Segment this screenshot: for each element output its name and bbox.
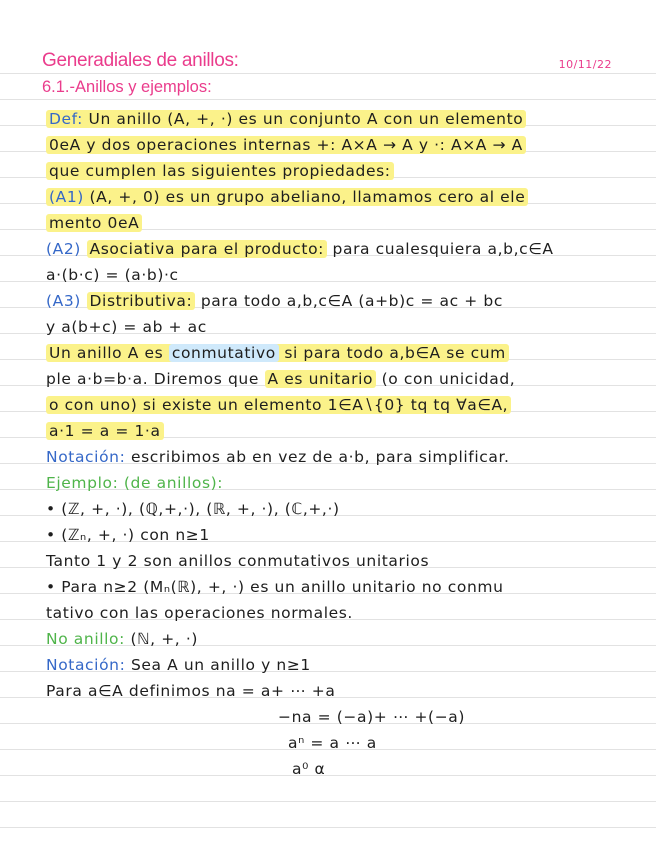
examples-heading: Ejemplo: (de anillos): — [46, 474, 224, 492]
note-line-11 — [46, 368, 616, 390]
def-label: Def: — [49, 110, 83, 128]
note-line-13 — [46, 420, 616, 442]
note-line-10 — [46, 342, 616, 364]
axiom-a1-text: (A, +, 0) es un grupo abeliano, llamamos cero al ele — [89, 188, 526, 206]
note-line-1 — [46, 108, 616, 130]
notation-2-text: Sea A un anillo y n≥1 — [130, 656, 311, 674]
note-line-5 — [46, 212, 616, 234]
negative-multiple: −na = (−a)+ ⋯ +(−a) — [278, 708, 466, 726]
note-line-23 — [46, 680, 616, 702]
note-line-7 — [46, 264, 616, 286]
note-line-14 — [46, 446, 616, 468]
commutative-text-a: Un anillo A es — [49, 344, 164, 362]
note-line-21 — [46, 628, 616, 650]
note-line-8 — [46, 290, 616, 312]
power-definition: aⁿ = a ⋯ a — [288, 734, 377, 752]
unitary-text-a: ple a·b=b·a. Diremos que — [46, 370, 259, 388]
notation-label: Notación: — [46, 448, 126, 466]
unitary-text-2: o con uno) si existe un elemento 1∈A∖{0} tq tq ∀a∈A, — [46, 396, 511, 414]
multiple-definition: Para a∈A definimos na = a+ ⋯ +a — [46, 682, 336, 700]
non-ring-example: (ℕ, +, ·) — [130, 630, 199, 648]
unitary-text-c: (o con unicidad, — [381, 370, 516, 388]
unitary-term: A es unitario — [265, 370, 377, 388]
def-text: Un anillo (A, +, ·) es un conjunto A con un elemento — [88, 110, 524, 128]
example-3: • Para n≥2 (Mₙ(ℝ), +, ·) es un anillo unitario no conmu — [46, 578, 504, 596]
note-line-24 — [278, 706, 616, 728]
axiom-a2-text: para cualesquiera a,b,c∈A — [332, 240, 554, 258]
page-title: Generadiales de anillos: — [42, 50, 239, 71]
axiom-a1-label: (A1) — [49, 188, 84, 206]
example-3-cont: tativo con las operaciones normales. — [46, 604, 353, 622]
example-note: Tanto 1 y 2 son anillos conmutativos unitarios — [46, 552, 430, 570]
note-line-15 — [46, 472, 616, 494]
note-line-6 — [46, 238, 616, 260]
note-line-25 — [288, 732, 616, 754]
note-line-4 — [46, 186, 616, 208]
example-2: • (ℤₙ, +, ·) con n≥1 — [46, 526, 210, 544]
axiom-a1-text-2: mento 0eA — [46, 214, 142, 232]
note-line-18 — [46, 550, 616, 572]
commutative-text-c: si para todo a,b∈A se cum — [284, 344, 506, 362]
note-line-20 — [46, 602, 616, 624]
power-zero: a⁰ α — [292, 760, 326, 778]
axiom-a3-term: Distributiva: — [87, 292, 196, 310]
section-title: 6.1.-Anillos y ejemplos: — [42, 78, 212, 96]
note-line-2 — [46, 134, 616, 156]
commutative-term: conmutativo — [169, 344, 279, 362]
note-line-12 — [46, 394, 616, 416]
example-1: • (ℤ, +, ·), (ℚ,+,·), (ℝ, +, ·), (ℂ,+,·) — [46, 500, 340, 518]
note-line-9 — [46, 316, 616, 338]
non-ring-label: No anillo: — [46, 630, 125, 648]
axiom-a2-formula: a·(b·c) = (a·b)·c — [46, 266, 179, 284]
note-line-17 — [46, 524, 616, 546]
note-line-22 — [46, 654, 616, 676]
unitary-formula: a·1 = a = 1·a — [46, 422, 164, 440]
note-line-19 — [46, 576, 616, 598]
page-date: 10/11/22 — [558, 58, 612, 71]
def-text-2: 0eA y dos operaciones internas +: A×A → A y ·: A×A → A — [46, 136, 526, 154]
axiom-a3-text: para todo a,b,c∈A (a+b)c = ac + bc — [200, 292, 503, 310]
note-line-3 — [46, 160, 616, 182]
axiom-a3-label: (A3) — [46, 292, 81, 310]
axiom-a2-term: Asociativa para el producto: — [87, 240, 328, 258]
note-line-26 — [292, 758, 616, 780]
note-line-16 — [46, 498, 616, 520]
def-text-3: que cumplen las siguientes propiedades: — [46, 162, 394, 180]
axiom-a3-formula: y a(b+c) = ab + ac — [46, 318, 207, 336]
axiom-a2-label: (A2) — [46, 240, 81, 258]
notation-text: escribimos ab en vez de a·b, para simplificar. — [130, 448, 510, 466]
notation-2-label: Notación: — [46, 656, 126, 674]
